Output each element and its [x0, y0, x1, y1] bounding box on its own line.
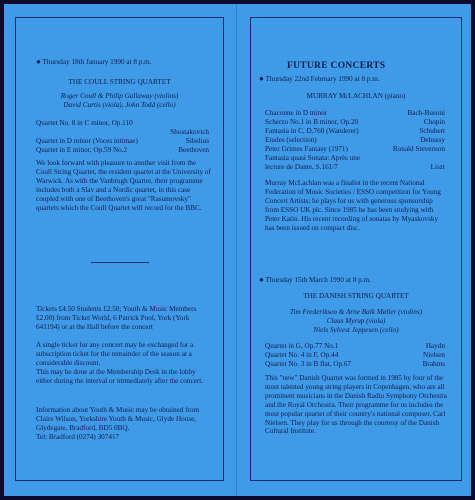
programme-item: Scherzo No.1 in B minor, Op.20 Chopin	[265, 118, 445, 126]
concert-date: ● Thursday 18th January 1990 at 8 p.m.	[36, 57, 152, 66]
group-name: THE COULL STRING QUARTET	[68, 78, 171, 86]
concert-description: Murray McLachlan was a finalist in the recent National Federation of Music Societies / ESSO competition for Young Concert Artists; he plays for us with generous sponsorship from ESSO UK plc. Since 1985 he has been studying with Peter Katin. His recent recording of sonatas by Myaskovsky has been issued on compact disc.	[265, 179, 441, 232]
section-heading: FUTURE CONCERTS	[287, 61, 386, 71]
programme-item: Fantasia in C, D.760 (Wanderer) Schubert	[265, 127, 445, 135]
programme-item: Quartet No. 4 in F, Op.44 Nielsen	[265, 351, 445, 359]
subscription-info: A single ticket for any concert may be exchanged for a subscription ticket for the remainder of the season at a considerable discount.	[36, 341, 194, 367]
divider	[91, 262, 149, 263]
fold-line	[236, 4, 237, 496]
concert-description: We look forward with pleasure to another visit from the Coull String Quartet, the resident quartet at the University of Warwick. As with the Vanbrugh Quartet, their programme includes both a Slav and a Nordic quartet, in this case coupled with one of Beethoven's great "Rasumovsky" quartets which the Coull Quartet will record for the BBC.	[36, 159, 211, 212]
players-line: Claus Myrup (viola)	[326, 317, 386, 325]
programme-leaflet	[4, 4, 471, 496]
contact-info: Information about Youth & Music may be obtained from Claire Wilson, Yorkshire Youth & Music, Glyde House, Glydegate, Bradford, BD5 0BQ.	[36, 406, 200, 432]
programme-item: Quartet No. 3 in B flat, Op.67 Brahms	[265, 360, 445, 368]
right-panel	[250, 17, 462, 481]
players-line: Tim Frederiksen & Arne Balk Møller (violins)	[289, 308, 423, 316]
programme-item: Quartet in D minor (Voces intimae) Sibelius	[36, 137, 209, 145]
programme-item: Quartet in E minor, Op.59 No.2 Beethoven	[36, 146, 209, 154]
membership-info: This may be done at the Membership Desk in the lobby either during the interval or immediately after the concert.	[36, 368, 204, 385]
players-line: Roger Coull & Philip Gallaway (violins)	[60, 92, 179, 100]
programme-item: Quartet No. 8 in C minor, Op.110	[36, 119, 133, 127]
bullet-icon: ●	[259, 74, 264, 83]
programme-item: Fantasia quasi Sonata: Après une	[265, 154, 361, 162]
programme-item: Etudes (selection) Debussy	[265, 136, 445, 144]
programme-item: Peter Grimes Fantasy (1971) Ronald Stevenson	[265, 145, 445, 153]
players-line: David Curtis (viola), John Todd (cello)	[63, 101, 176, 109]
phone-number: Tel: Bradford (0274) 307417	[36, 433, 120, 441]
programme-item: lecture de Dante, S.161/7 Liszt	[265, 163, 445, 171]
group-name: THE DANISH STRING QUARTET	[303, 292, 409, 300]
performer-name: MURRAY McLACHLAN (piano)	[306, 92, 406, 100]
bullet-icon: ●	[259, 275, 264, 284]
programme-item: Chaconne in D minor Bach-Busoni	[265, 109, 445, 117]
concert-description: This "new" Danish Quartet was formed in 1985 by four of the most talented young string players in Copenhagen, who are all prominent musicians in the Danish Radio Symphony Orchestra and the Royal Orchestra. Their programme for us includes the most popular quartet of their country's national composer, Carl Nielsen. They play for us through the courtesy of the Danish Cultural Institute.	[265, 374, 447, 436]
concert-date: ● Thursday 22nd February 1990 at 8 p.m.	[259, 74, 380, 83]
ticket-info: Tickets £4.50 Students £2.50; Youth & Music Members £2.00) from Ticket World, 6 Patrick Pool, York (York 641194) or at the Hall before the concert	[36, 305, 197, 331]
bullet-icon: ●	[36, 57, 41, 66]
players-line: Niels Sylvest Jeppesen (cello)	[313, 326, 399, 334]
programme-item: Quartet in G, Op.77 No.1 Haydn	[265, 342, 445, 350]
left-panel: ● Thursday 18th January 1990 at 8 p.m. THE COULL STRING QUARTET Roger Coull & Philip Gallaway (violins) David Curtis (viola), John Todd (cello) Quartet No. 8 in C minor, Op.110 Shostakovich Quartet in D minor (Voces intimae) Sibelius Quartet in E minor, Op.59 No.2 Beethoven We look forward with pleasure to another visit from the Coull String Quartet, the resident quartet at the University of Warwick. As with the Vanbrugh Quartet, their programme includes both a Slav and a Nordic quartet, in this case coupled with one of Beethoven's great "Rasumovsky" quartets which the Coull Quartet will record for the BBC. Tickets £4.50 Students £2.50; Youth & Music Members £2.00) from Ticket World, 6 Patrick Pool, York (York 641194) or at the Hall before the concert A single ticket for any concert may be exchanged for a subscription ticket for the remainder of the season at a considerable discount. This may be done at the Membership Desk in the lobby either during the interval or immediately after the concert. Information about Youth & Music may be obtained from Claire Wilson, Yorkshire Youth & Music, Glyde House, Glydegate, Bradford, BD5 0BQ. Tel: Bradford (0274) 307417	[15, 17, 224, 481]
concert-date: ● Thursday 15th March 1990 at 8 p.m.	[259, 275, 371, 284]
